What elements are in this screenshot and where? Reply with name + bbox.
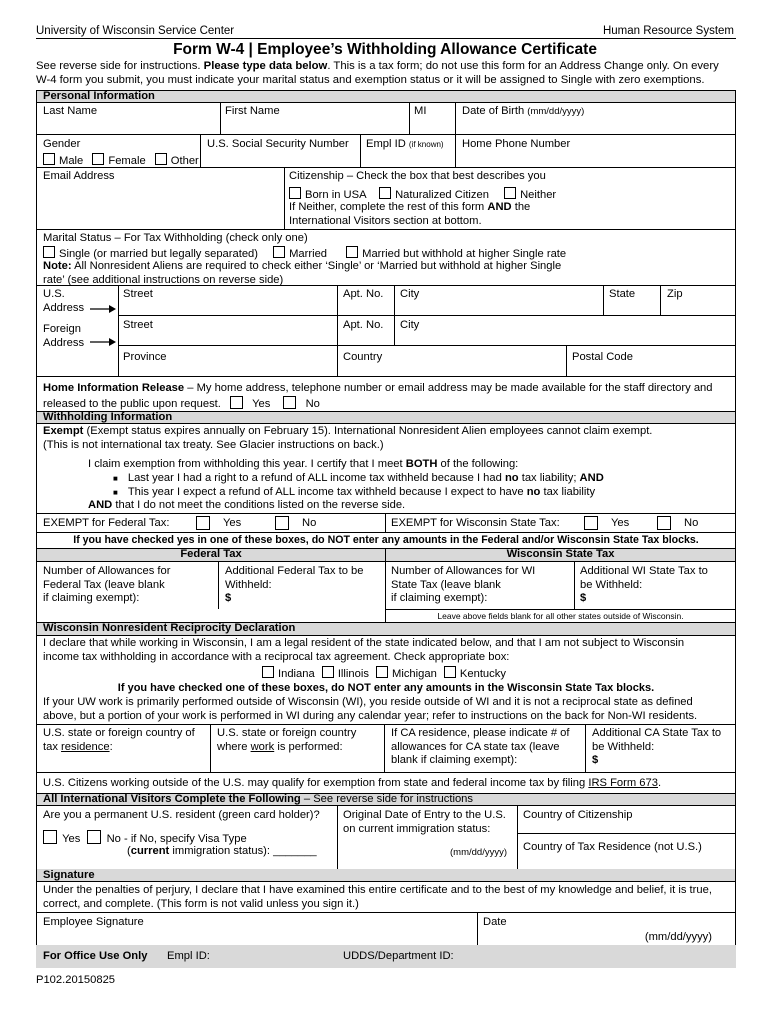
wi-tax-heading: Wisconsin State Tax [506, 548, 615, 560]
wi-no-label: No [684, 517, 699, 529]
checkbox-married-higher[interactable] [346, 246, 358, 258]
date-label: Date [483, 916, 507, 928]
checkbox-perm-no[interactable] [87, 830, 101, 844]
claim-bullets: ■ Last year I had a right to a refund of ALL income tax withheld because I had no tax liability; AND ■ This year I expect a refund of ALL income tax withheld because I expect to have no tax liability [113, 472, 604, 498]
gender-female[interactable]: Female [92, 155, 145, 167]
marital-note: Note: All Nonresident Aliens are required to check either ‘Single’ or ‘Married but withhold at higher Single rate’ (see additional instructions on reverse side) [43, 260, 562, 286]
employee-signature-label: Employee Signature [43, 916, 144, 928]
home-phone-label: Home Phone Number [462, 138, 571, 150]
reciprocity-warning: If you have checked one of these boxes, do NOT enter any amounts in the Wisconsin State Tax blocks. [117, 682, 655, 694]
form-code: P102.20150825 [36, 974, 116, 986]
us-street-label: Street [123, 288, 153, 300]
entry-date-label: Original Date of Entry to the U.S. on current immigration status: [343, 809, 506, 835]
office-empl-id-label: Empl ID: [167, 950, 210, 962]
country-label: Country [343, 351, 383, 363]
checkbox-wi-no[interactable] [657, 516, 671, 530]
leave-blank-note: Leave above fields blank for all other states outside of Wisconsin. [437, 611, 684, 621]
and-condition: AND that I do not meet the conditions listed on the reverse side. [88, 499, 406, 511]
checkbox-indiana[interactable] [262, 666, 274, 678]
checkbox-married[interactable] [273, 246, 285, 258]
claim-text: I claim exemption from withholding this year. I certify that I meet BOTH of the following: [88, 458, 519, 470]
state-options [262, 666, 506, 682]
system-name: Human Resource System [602, 25, 734, 37]
checkbox-neither[interactable] [504, 187, 516, 199]
us-apt-label: Apt. No. [343, 288, 384, 300]
exempt-warning: If you have checked yes in one of these boxes, do NOT enter any amounts in the Federal and/or Wisconsin State Tax blocks. [73, 534, 699, 546]
marital-title: Marital Status – For Tax Withholding (check only one) [43, 232, 308, 244]
exempt-text: Exempt (Exempt status expires annually on February 15). International Nonresident Alien employees cannot claim exempt. (This is not international tax treaty. See Glacier instructions on back.) [43, 425, 653, 451]
state-kentucky[interactable]: Kentucky [444, 668, 506, 680]
office-udds-label: UDDS/Department ID: [343, 950, 454, 962]
exempt-federal-label: EXEMPT for Federal Tax: [43, 517, 170, 529]
signature-heading: Signature [43, 869, 95, 881]
ca-allowances-label: If CA residence, please indicate # of allowances for CA state tax (leave blank if claiming exempt): [391, 727, 570, 767]
checkbox-fed-no[interactable] [275, 516, 289, 530]
fed-additional-label: Additional Federal Tax to be Withheld: $ [225, 565, 364, 605]
personal-heading: Personal Information [43, 90, 155, 102]
reciprocity-declaration: I declare that while working in Wisconsin, I am a legal resident of the state indicated below, and that I am not subject to Wisconsin income tax withholding in accordance with a reciprocal tax agreement. Check appropriate box: [43, 637, 685, 663]
tax-residence-label: U.S. state or foreign country of tax residence: [43, 727, 195, 753]
work-location-label: U.S. state or foreign country where work is performed: [217, 727, 357, 753]
citizenship-label: Citizenship – Check the box that best describes you [289, 170, 546, 182]
mi-label: MI [414, 105, 427, 117]
reciprocity-heading: Wisconsin Nonresident Reciprocity Declaration [43, 622, 296, 634]
arrow-right-icon [90, 337, 116, 347]
uw-work-text: If your UW work is primarily performed outside of Wisconsin (WI), you reside outside of WI and it is not a reciprocal state as defined above, but a portion of your work is performed in WI during any calendar year; refer to instructions on the back for Non-WI residents. [43, 696, 698, 722]
us-citizens-note: U.S. Citizens working outside of the U.S. may qualify for exemption from state and federal income tax by filing IRS Form 673. [43, 777, 662, 789]
gender-male[interactable]: Male [43, 155, 83, 167]
postal-code-label: Postal Code [572, 351, 633, 363]
permanent-resident-label: Are you a permanent U.S. resident (green card holder)? [43, 809, 320, 821]
arrow-right-icon [90, 304, 116, 314]
marital-single[interactable]: Single (or married but legally separated) [43, 248, 258, 260]
wi-additional-label: Additional WI State Tax to be Withheld: $ [580, 565, 708, 605]
checkbox-other[interactable] [155, 153, 167, 165]
form-title: Form W-4 | Employee’s Withholding Allowance Certificate [173, 41, 597, 58]
perm-resident-options: Yes No - if No, specify Visa Type [43, 830, 247, 847]
org-name: University of Wisconsin Service Center [36, 25, 235, 37]
us-state-label: State [609, 288, 636, 300]
last-name-label: Last Name [43, 105, 98, 117]
marital-married-higher[interactable]: Married but withhold at higher Single rate [346, 248, 566, 260]
checkbox-release-no[interactable] [283, 396, 296, 409]
fed-allowances-label: Number of Allowances for Federal Tax (leave blank if claiming exempt): [43, 565, 171, 605]
us-city-label: City [400, 288, 420, 300]
email-label: Email Address [43, 170, 115, 182]
federal-tax-heading: Federal Tax [180, 548, 242, 560]
checkbox-male[interactable] [43, 153, 55, 165]
checkbox-wi-yes[interactable] [584, 516, 598, 530]
checkbox-kentucky[interactable] [444, 666, 456, 678]
state-illinois[interactable]: Illinois [322, 668, 369, 680]
ssn-label: U.S. Social Security Number [207, 138, 349, 150]
visa-status-label: (current immigration status): _______ [127, 845, 317, 857]
wi-yes-label: Yes [611, 517, 630, 529]
foreign-street-label: Street [123, 319, 153, 331]
checkbox-fed-yes[interactable] [196, 516, 210, 530]
cit-neither[interactable]: Neither [504, 189, 556, 201]
ca-additional-label: Additional CA State Tax to be Withheld: $ [592, 727, 722, 767]
gender-other[interactable]: Other [155, 155, 199, 167]
checkbox-naturalized[interactable] [379, 187, 391, 199]
state-michigan[interactable]: Michigan [376, 668, 437, 680]
exempt-wi-label: EXEMPT for Wisconsin State Tax: [391, 517, 560, 529]
us-address-label: U.S. Address [43, 288, 85, 314]
fed-yes-label: Yes [223, 517, 242, 529]
cit-naturalized[interactable]: Naturalized Citizen [379, 189, 489, 201]
fed-no-label: No [302, 517, 317, 529]
cit-born-usa[interactable]: Born in USA [289, 189, 366, 201]
marital-married[interactable]: Married [273, 248, 327, 260]
us-zip-label: Zip [667, 288, 683, 300]
checkbox-born-usa[interactable] [289, 187, 301, 199]
checkbox-single[interactable] [43, 246, 55, 258]
intl-heading: All International Visitors Complete the Following – See reverse side for instructions [43, 793, 473, 805]
home-release: Home Information Release – My home address, telephone number or email address may be made available for the staff directory and released to the public upon request. Yes No [43, 382, 713, 410]
dob-label: Date of Birth (mm/dd/yyyy) [462, 105, 585, 117]
checkbox-michigan[interactable] [376, 666, 388, 678]
foreign-address-label: Foreign Address [43, 323, 85, 349]
gender-label: Gender [43, 138, 81, 150]
sign-date-format: (mm/dd/yyyy) [644, 931, 712, 943]
wi-allowances-label: Number of Allowances for WI State Tax (leave blank if claiming exempt): [391, 565, 536, 605]
withholding-heading: Withholding Information [43, 411, 173, 423]
checkbox-perm-yes[interactable] [43, 830, 57, 844]
neither-note: If Neither, complete the rest of this form AND the International Visitors section at bottom. [289, 201, 531, 227]
province-label: Province [123, 351, 167, 363]
first-name-label: First Name [225, 105, 280, 117]
irs-form-673-link[interactable]: IRS Form 673 [588, 777, 658, 789]
foreign-apt-label: Apt. No. [343, 319, 384, 331]
entry-date-format: (mm/dd/yyyy) [450, 847, 507, 858]
state-indiana[interactable]: Indiana [262, 668, 315, 680]
checkbox-release-yes[interactable] [230, 396, 243, 409]
country-citizenship-label: Country of Citizenship [523, 809, 633, 821]
office-use-label: For Office Use Only [43, 950, 148, 962]
perjury-text: Under the penalties of perjury, I declare that I have examined this entire certificate and to the best of my knowledge and belief, it is true, correct, and complete. (This form is not valid unless you sign it.) [43, 884, 712, 910]
checkbox-female[interactable] [92, 153, 104, 165]
intro-text: See reverse side for instructions. Please type data below. This is a tax form; do not use this form for an Address Change only. On every W-4 form you submit, you must indicate your marital status and exemption status or it will be assigned to Single with zero exemptions. [36, 60, 719, 86]
country-tax-residence-label: Country of Tax Residence (not U.S.) [523, 841, 702, 853]
checkbox-illinois[interactable] [322, 666, 334, 678]
empl-id-label: Empl ID (if known) [366, 138, 444, 150]
foreign-city-label: City [400, 319, 420, 331]
